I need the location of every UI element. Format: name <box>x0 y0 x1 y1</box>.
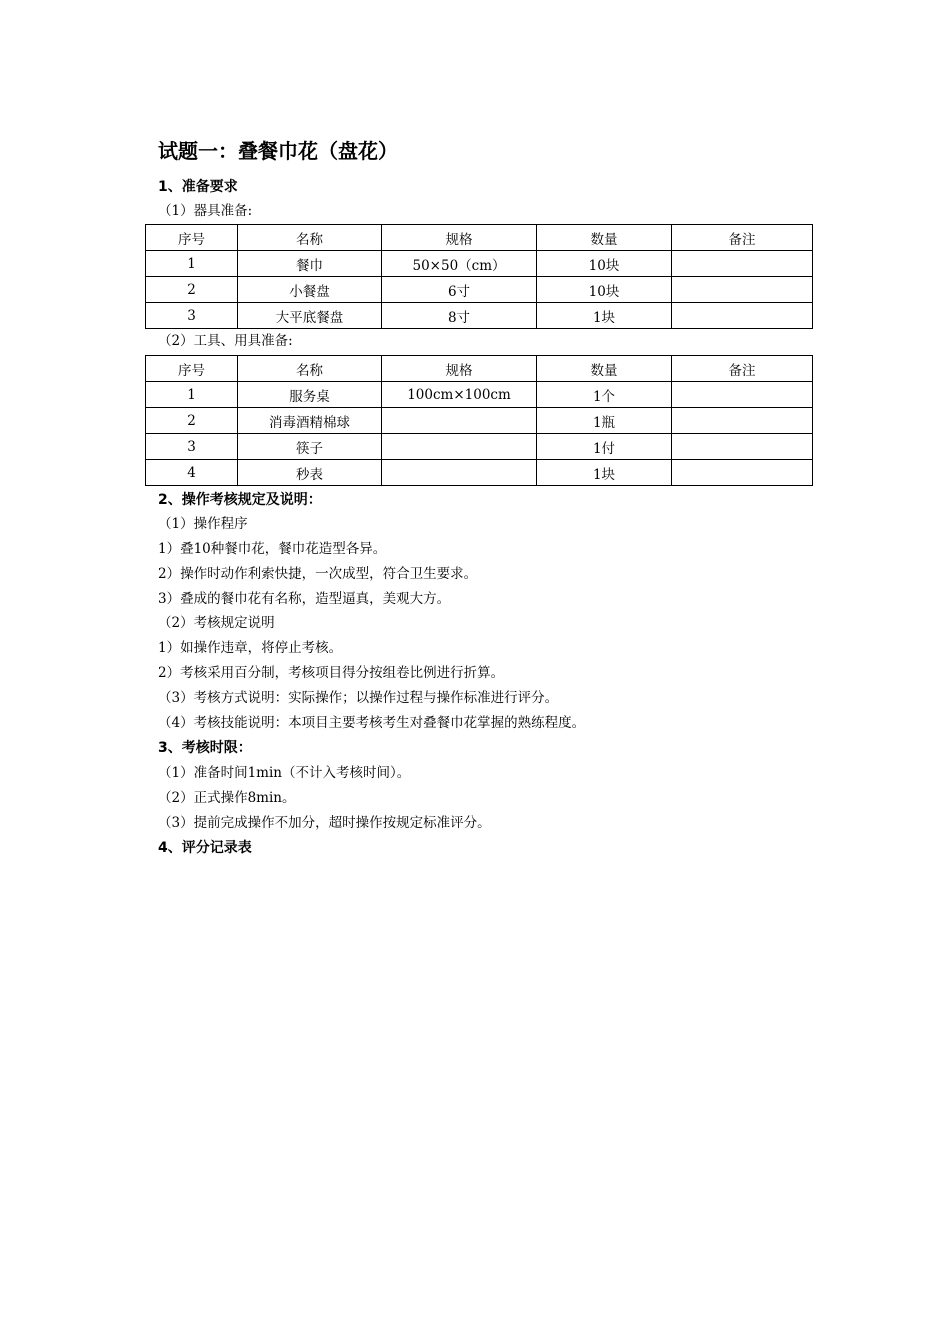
table-cell <box>382 460 537 486</box>
table-cell: 8寸 <box>382 303 537 329</box>
procedure-subheading: （1）操作程序 <box>158 516 248 532</box>
section-1-heading: 1、准备要求 <box>158 179 238 195</box>
page-title: 试题一：叠餐巾花（盘花） <box>158 139 398 163</box>
table-cell: 1 <box>146 382 238 408</box>
table-header-row <box>146 225 813 251</box>
list-item: 3）叠成的餐巾花有名称，造型逼真，美观大方。 <box>158 591 451 607</box>
header-cell: 序号 <box>146 225 238 251</box>
table-cell: 1瓶 <box>537 408 672 434</box>
table-row <box>146 460 813 486</box>
table-cell: 2 <box>146 408 238 434</box>
table-cell <box>672 251 813 277</box>
table-cell: 100cm×100cm <box>382 382 537 408</box>
table-cell: 筷子 <box>238 434 382 460</box>
table-cell: 10块 <box>537 277 672 303</box>
table-cell <box>672 277 813 303</box>
header-cell: 规格 <box>382 356 537 382</box>
equipment-subheading: （1）器具准备: <box>158 203 253 219</box>
table-cell: 10块 <box>537 251 672 277</box>
table-row <box>146 408 813 434</box>
table-row <box>146 251 813 277</box>
header-cell: 备注 <box>672 225 813 251</box>
header-cell: 数量 <box>537 225 672 251</box>
table-cell: 秒表 <box>238 460 382 486</box>
table-cell <box>672 460 813 486</box>
table-cell: 餐巾 <box>238 251 382 277</box>
table-cell <box>672 382 813 408</box>
section-4-heading: 4、评分记录表 <box>158 840 252 856</box>
table-cell: 1 <box>146 251 238 277</box>
table-cell <box>672 408 813 434</box>
section-3-heading: 3、考核时限： <box>158 740 252 756</box>
table-row <box>146 303 813 329</box>
header-cell: 数量 <box>537 356 672 382</box>
list-item: 2）考核采用百分制，考核项目得分按组卷比例进行折算。 <box>158 665 505 681</box>
tools-subheading: （2）工具、用具准备: <box>158 333 293 349</box>
tools-table <box>145 355 813 486</box>
header-cell: 序号 <box>146 356 238 382</box>
table-cell: 大平底餐盘 <box>238 303 382 329</box>
table-cell <box>672 303 813 329</box>
table-row <box>146 434 813 460</box>
list-item: 1）叠10种餐巾花，餐巾花造型各异。 <box>158 541 387 557</box>
header-cell: 名称 <box>238 225 382 251</box>
list-item: （2）正式操作8min。 <box>158 790 296 806</box>
header-cell: 名称 <box>238 356 382 382</box>
table-cell <box>672 434 813 460</box>
list-item: 2）操作时动作利索快捷，一次成型，符合卫生要求。 <box>158 566 478 582</box>
table-cell: 3 <box>146 303 238 329</box>
table-cell: 4 <box>146 460 238 486</box>
equipment-table <box>145 224 813 329</box>
table-cell: 小餐盘 <box>238 277 382 303</box>
table-cell <box>382 434 537 460</box>
table-row <box>146 382 813 408</box>
header-cell: 规格 <box>382 225 537 251</box>
table-cell: 50×50（cm） <box>382 251 537 277</box>
list-item: （1）准备时间1min（不计入考核时间）。 <box>158 765 411 781</box>
table-cell: 服务桌 <box>238 382 382 408</box>
section-2-heading: 2、操作考核规定及说明： <box>158 492 322 508</box>
table-cell: 1块 <box>537 303 672 329</box>
table-header-row <box>146 356 813 382</box>
table-row <box>146 277 813 303</box>
table-cell: 2 <box>146 277 238 303</box>
table-cell: 6寸 <box>382 277 537 303</box>
table-cell: 1块 <box>537 460 672 486</box>
list-item: （3）提前完成操作不加分，超时操作按规定标准评分。 <box>158 815 491 831</box>
list-item: 1）如操作违章，将停止考核。 <box>158 640 343 656</box>
header-cell: 备注 <box>672 356 813 382</box>
method-text: （3）考核方式说明：实际操作；以操作过程与操作标准进行评分。 <box>158 690 559 706</box>
table-cell: 3 <box>146 434 238 460</box>
rules-subheading: （2）考核规定说明 <box>158 615 275 631</box>
table-cell: 消毒酒精棉球 <box>238 408 382 434</box>
table-cell <box>382 408 537 434</box>
skill-text: （4）考核技能说明：本项目主要考核考生对叠餐巾花掌握的熟练程度。 <box>158 715 586 731</box>
table-cell: 1个 <box>537 382 672 408</box>
table-cell: 1付 <box>537 434 672 460</box>
